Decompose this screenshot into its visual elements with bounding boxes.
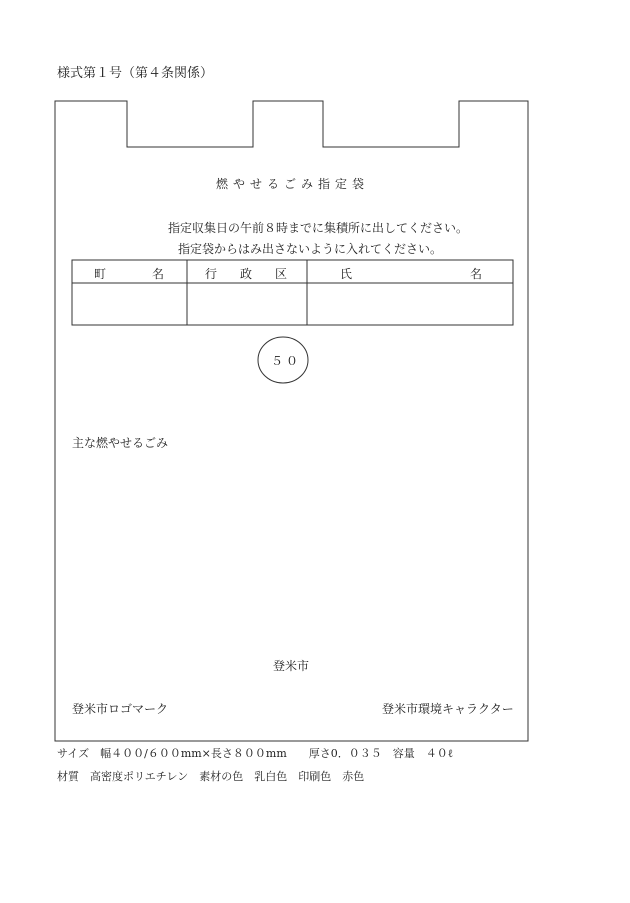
capacity-badge: ５０ <box>271 354 302 368</box>
header-town-2: 名 <box>152 267 165 281</box>
header-name-1: 氏 <box>340 267 353 281</box>
city-name: 登米市 <box>273 659 310 673</box>
header-name-2: 名 <box>470 267 483 281</box>
header-district-1: 行 <box>205 267 218 281</box>
header-district-2: 政 <box>240 267 253 281</box>
header-town-1: 町 <box>94 267 107 281</box>
material-spec: 材質 高密度ポリエチレン 素材の色 乳白色 印刷色 赤色 <box>57 770 365 783</box>
header-district-3: 区 <box>275 267 288 281</box>
notice-line-2: 指定袋からはみ出さないように入れてください。 <box>178 242 443 256</box>
character-label: 登米市環境キャラクター <box>382 702 514 716</box>
main-items-label: 主な燃やせるごみ <box>72 436 169 450</box>
bag-title: 燃やせるごみ指定袋 <box>216 177 370 191</box>
notice-line-1: 指定収集日の午前８時までに集積所に出してください。 <box>168 221 469 235</box>
form-number: 様式第１号（第４条関係） <box>57 66 214 81</box>
city-logo-label: 登米市ロゴマーク <box>72 702 169 716</box>
info-table <box>72 260 513 325</box>
size-spec: サイズ 幅４００/６００mm×長さ８００mm 厚さ0．０３５ 容量 ４０ℓ <box>57 747 454 760</box>
